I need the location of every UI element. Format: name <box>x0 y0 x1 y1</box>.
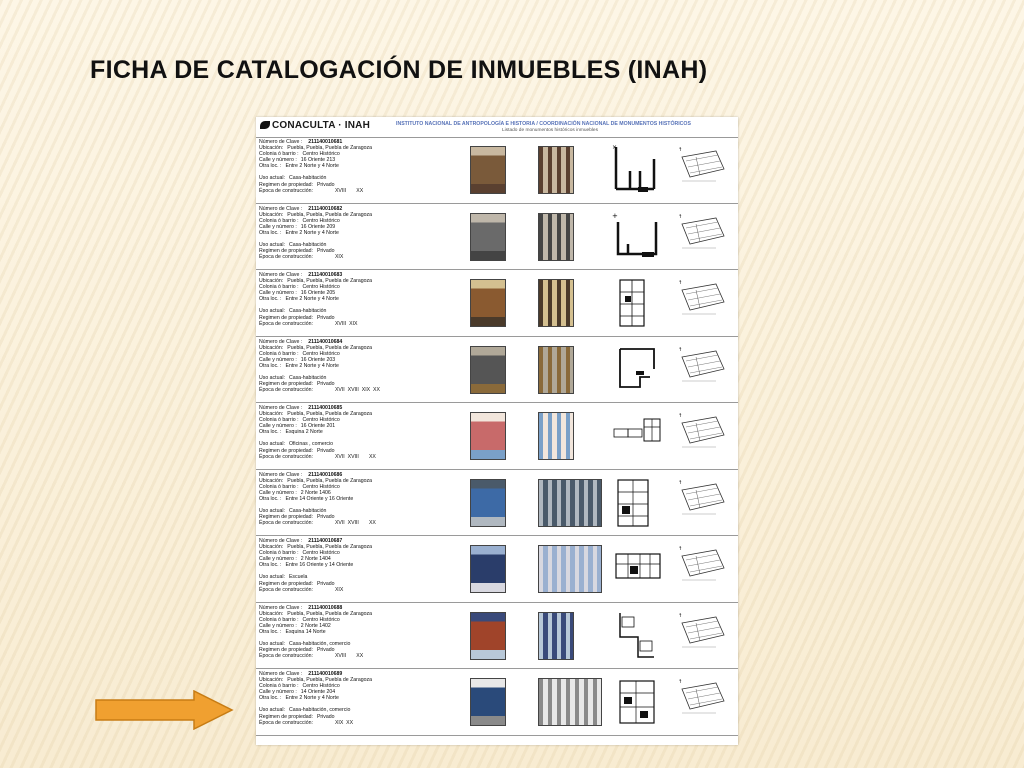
floor-plan-drawing <box>610 607 662 663</box>
calle-value: 2 Norte 1402 <box>300 622 331 629</box>
otra-label: Otra loc. : <box>259 296 282 303</box>
svg-text:↑: ↑ <box>678 280 683 286</box>
ubicacion-value: Puebla, Puebla, Puebla de Zaragoza <box>287 677 373 684</box>
epoca-value: XIX <box>334 254 344 261</box>
location-sketch <box>676 609 728 653</box>
calle-value: 14 Oriente 204 <box>300 689 336 696</box>
uso-label: Uso actual: <box>259 241 285 248</box>
record-row <box>256 403 738 470</box>
epoca-label: Época de construcción: <box>259 520 313 527</box>
epoca-label: Época de construcción: <box>259 187 313 194</box>
ubicacion-value: Puebla, Puebla, Puebla de Zaragoza <box>287 344 373 351</box>
floor-plan-drawing <box>610 540 662 596</box>
record-info <box>259 139 464 194</box>
uso-label: Uso actual: <box>259 441 285 448</box>
record-info <box>259 339 464 394</box>
epoca-label: Época de construcción: <box>259 586 313 593</box>
clave-value: 211140010687 <box>308 538 343 544</box>
calle-label: Calle y número : <box>259 290 297 297</box>
facade-photo <box>470 612 506 660</box>
floor-plan-drawing <box>610 407 662 463</box>
clave-value: 211140010684 <box>308 338 343 345</box>
epoca-value: XVII XVIII XIX XX <box>334 387 380 394</box>
uso-label: Uso actual: <box>259 374 285 381</box>
colonia-value: Centro Histórico <box>302 616 340 623</box>
regimen-value: Privado <box>316 580 335 587</box>
otra-label: Otra loc. : <box>259 695 282 702</box>
otra-label: Otra loc. : <box>259 495 282 502</box>
location-sketch <box>676 276 728 320</box>
facade-photo <box>470 678 506 726</box>
svg-text:↑: ↑ <box>678 546 683 552</box>
otra-label: Otra loc. : <box>259 163 282 170</box>
epoca-value: XIX XX <box>334 719 354 726</box>
record-info <box>259 671 464 726</box>
regimen-label: Regimen de propiedad: <box>259 248 313 255</box>
regimen-value: Privado <box>316 314 335 321</box>
svg-text:↑: ↑ <box>678 479 683 486</box>
regimen-value: Privado <box>316 447 335 454</box>
ubicacion-label: Ubicación: <box>259 145 284 152</box>
colonia-label: Colonia ó barrio : <box>259 217 299 224</box>
record-row <box>256 204 738 271</box>
sheet-header <box>256 117 738 138</box>
calle-value: 16 Oriente 203 <box>300 356 336 363</box>
ubicacion-value: Puebla, Puebla, Puebla de Zaragoza <box>287 145 373 152</box>
ubicacion-value: Puebla, Puebla, Puebla de Zaragoza <box>287 544 373 551</box>
record-info <box>259 538 464 593</box>
epoca-value: XVII XVIII XX <box>334 520 376 527</box>
right-arrow-icon <box>94 690 234 730</box>
uso-value: Casa-habitación <box>288 507 327 514</box>
regimen-value: Privado <box>316 248 335 255</box>
record-row <box>256 669 738 736</box>
clave-label: Número de Clave : <box>259 671 303 677</box>
calle-value: 2 Norte 1406 <box>300 489 331 496</box>
calle-label: Calle y número : <box>259 622 297 629</box>
regimen-label: Regimen de propiedad: <box>259 381 313 388</box>
ubicacion-label: Ubicación: <box>259 610 284 617</box>
otra-value: Entre 16 Oriente y 14 Oriente <box>285 562 354 569</box>
facade-photo <box>470 279 506 327</box>
conaculta-logo-icon <box>260 121 270 129</box>
ubicacion-label: Ubicación: <box>259 344 284 351</box>
clave-label: Número de Clave : <box>259 471 303 478</box>
record-info <box>259 405 464 460</box>
records-list <box>256 137 738 745</box>
facade-photo <box>470 146 506 194</box>
svg-text:↑: ↑ <box>678 147 683 153</box>
facade-photo <box>470 213 506 261</box>
uso-value: Casa-habitación <box>288 241 327 248</box>
epoca-value: XIX <box>334 586 344 593</box>
otra-label: Otra loc. : <box>259 229 282 236</box>
detail-photo <box>538 412 574 460</box>
epoca-label: Época de construcción: <box>259 719 313 726</box>
uso-label: Uso actual: <box>259 175 285 182</box>
ubicacion-value: Puebla, Puebla, Puebla de Zaragoza <box>287 411 373 418</box>
epoca-value: XVII XVIII XX <box>334 453 376 460</box>
regimen-label: Regimen de propiedad: <box>259 713 313 720</box>
ubicacion-label: Ubicación: <box>259 477 284 484</box>
floor-plan-drawing <box>610 673 662 729</box>
colonia-label: Colonia ó barrio : <box>259 683 299 690</box>
colonia-value: Centro Histórico <box>302 550 340 557</box>
otra-value: Entre 2 Norte y 4 Norte <box>285 296 339 303</box>
colonia-value: Centro Histórico <box>302 217 340 224</box>
uso-value: Casa-habitación <box>288 374 327 381</box>
record-info <box>259 605 464 660</box>
colonia-label: Colonia ó barrio : <box>259 151 299 158</box>
clave-value: 211140010689 <box>308 671 343 677</box>
location-sketch <box>676 143 728 187</box>
detail-photo <box>538 279 574 327</box>
calle-value: 16 Oriente 205 <box>300 290 336 297</box>
regimen-label: Regimen de propiedad: <box>259 580 313 587</box>
facade-photo <box>470 412 506 460</box>
record-info <box>259 272 464 327</box>
uso-value: Casa-habitación, comercio <box>288 707 351 714</box>
detail-photo <box>538 146 574 194</box>
location-sketch <box>676 409 728 453</box>
calle-value: 16 Oriente 209 <box>300 223 336 230</box>
colonia-label: Colonia ó barrio : <box>259 550 299 557</box>
regimen-label: Regimen de propiedad: <box>259 514 313 521</box>
svg-text:×: × <box>612 144 618 151</box>
epoca-label: Época de construcción: <box>259 653 313 660</box>
otra-value: Entre 14 Oriente y 16 Oriente <box>285 495 354 502</box>
epoca-value: XVIII XX <box>334 187 364 194</box>
ubicacion-value: Puebla, Puebla, Puebla de Zaragoza <box>287 278 373 285</box>
otra-value: Entre 2 Norte y 4 Norte <box>285 229 339 236</box>
ubicacion-value: Puebla, Puebla, Puebla de Zaragoza <box>287 211 373 218</box>
sheet-subtitle: Listado de monumentos históricos inmuebles <box>502 128 598 133</box>
ubicacion-value: Puebla, Puebla, Puebla de Zaragoza <box>287 610 373 617</box>
ubicacion-label: Ubicación: <box>259 278 284 285</box>
colonia-value: Centro Histórico <box>302 483 340 490</box>
institution-name: INSTITUTO NACIONAL DE ANTROPOLOGÍA E HISTORIA / COORDINACIÓN NACIONAL DE MONUMENTOS HISTÓRICOS <box>396 121 691 127</box>
otra-value: Esquina 14 Norte <box>285 628 326 635</box>
colonia-value: Centro Histórico <box>302 151 340 158</box>
calle-label: Calle y número : <box>259 489 297 496</box>
calle-label: Calle y número : <box>259 157 297 164</box>
calle-label: Calle y número : <box>259 689 297 696</box>
regimen-label: Regimen de propiedad: <box>259 314 313 321</box>
clave-label: Número de Clave : <box>259 538 303 544</box>
record-row <box>256 270 738 337</box>
colonia-value: Centro Histórico <box>302 683 340 690</box>
clave-value: 211140010686 <box>308 471 343 478</box>
location-sketch <box>676 210 728 254</box>
colonia-value: Centro Histórico <box>302 417 340 424</box>
epoca-value: XVIII XX <box>334 653 364 660</box>
clave-value: 211140010688 <box>308 604 343 611</box>
otra-label: Otra loc. : <box>259 562 282 569</box>
facade-photo <box>470 479 506 527</box>
colonia-label: Colonia ó barrio : <box>259 616 299 623</box>
colonia-label: Colonia ó barrio : <box>259 284 299 291</box>
otra-value: Entre 2 Norte y 4 Norte <box>285 163 339 170</box>
colonia-label: Colonia ó barrio : <box>259 350 299 357</box>
catalog-sheet <box>256 117 738 745</box>
calle-label: Calle y número : <box>259 423 297 430</box>
ubicacion-label: Ubicación: <box>259 211 284 218</box>
ubicacion-label: Ubicación: <box>259 411 284 418</box>
calle-label: Calle y número : <box>259 223 297 230</box>
otra-value: Entre 2 Norte y 4 Norte <box>285 695 339 702</box>
clave-value: 211140010682 <box>308 205 343 212</box>
ubicacion-label: Ubicación: <box>259 677 284 684</box>
ubicacion-label: Ubicación: <box>259 544 284 551</box>
epoca-label: Época de construcción: <box>259 387 313 394</box>
facade-photo <box>470 346 506 394</box>
svg-text:↑: ↑ <box>678 213 683 220</box>
detail-photo <box>538 213 574 261</box>
slide-title: FICHA DE CATALOGACIÓN DE INMUEBLES (INAH) <box>90 56 708 84</box>
record-row <box>256 536 738 603</box>
record-info <box>259 206 464 261</box>
floor-plan-drawing <box>610 474 662 530</box>
record-row <box>256 603 738 670</box>
calle-label: Calle y número : <box>259 356 297 363</box>
otra-label: Otra loc. : <box>259 362 282 369</box>
location-sketch <box>676 343 728 387</box>
regimen-value: Privado <box>316 514 335 521</box>
colonia-label: Colonia ó barrio : <box>259 483 299 490</box>
record-info <box>259 472 464 527</box>
regimen-label: Regimen de propiedad: <box>259 447 313 454</box>
uso-value: Oficinas , comercio <box>288 441 334 448</box>
otra-value: Esquina 2 Norte <box>285 429 323 436</box>
svg-text:↑: ↑ <box>678 679 683 685</box>
location-sketch <box>676 542 728 586</box>
location-sketch <box>676 675 728 719</box>
calle-value: 16 Oriente 213 <box>300 157 336 164</box>
svg-text:↑: ↑ <box>678 413 683 419</box>
uso-label: Uso actual: <box>259 507 285 514</box>
regimen-label: Regimen de propiedad: <box>259 647 313 654</box>
floor-plan-drawing <box>610 341 662 397</box>
uso-label: Uso actual: <box>259 574 285 581</box>
otra-value: Entre 2 Norte y 4 Norte <box>285 362 339 369</box>
floor-plan-drawing <box>610 208 662 264</box>
svg-text:↑: ↑ <box>678 612 683 619</box>
colonia-value: Centro Histórico <box>302 284 340 291</box>
epoca-label: Época de construcción: <box>259 254 313 261</box>
record-row <box>256 137 738 204</box>
epoca-label: Época de construcción: <box>259 320 313 327</box>
brand-text: CONACULTA · INAH <box>272 120 370 131</box>
calle-value: 2 Norte 1404 <box>300 556 331 563</box>
svg-text:↑: ↑ <box>678 346 683 353</box>
colonia-label: Colonia ó barrio : <box>259 417 299 424</box>
uso-label: Uso actual: <box>259 308 285 315</box>
epoca-label: Época de construcción: <box>259 453 313 460</box>
detail-photo <box>538 346 574 394</box>
uso-label: Uso actual: <box>259 707 285 714</box>
clave-label: Número de Clave : <box>259 205 303 212</box>
clave-value: 211140010681 <box>308 139 343 145</box>
floor-plan-drawing <box>610 141 662 197</box>
epoca-value: XVIII XIX <box>334 320 358 327</box>
detail-photo <box>538 479 602 527</box>
record-row <box>256 337 738 404</box>
regimen-value: Privado <box>316 647 335 654</box>
brand-logo <box>260 120 370 131</box>
location-sketch <box>676 476 728 520</box>
clave-label: Número de Clave : <box>259 272 303 278</box>
clave-label: Número de Clave : <box>259 405 303 411</box>
regimen-label: Regimen de propiedad: <box>259 181 313 188</box>
detail-photo <box>538 545 602 593</box>
uso-value: Casa-habitación, comercio <box>288 640 351 647</box>
ubicacion-value: Puebla, Puebla, Puebla de Zaragoza <box>287 477 373 484</box>
uso-value: Casa-habitación <box>288 308 327 315</box>
calle-value: 16 Oriente 201 <box>300 423 336 430</box>
clave-label: Número de Clave : <box>259 338 303 345</box>
detail-photo <box>538 678 602 726</box>
uso-value: Casa-habitación <box>288 175 327 182</box>
clave-label: Número de Clave : <box>259 139 303 145</box>
regimen-value: Privado <box>316 181 335 188</box>
regimen-value: Privado <box>316 381 335 388</box>
otra-label: Otra loc. : <box>259 429 282 436</box>
record-row <box>256 470 738 537</box>
clave-label: Número de Clave : <box>259 604 303 611</box>
facade-photo <box>470 545 506 593</box>
otra-label: Otra loc. : <box>259 628 282 635</box>
floor-plan-drawing <box>610 274 662 330</box>
clave-value: 211140010685 <box>308 405 343 411</box>
regimen-value: Privado <box>316 713 335 720</box>
detail-photo <box>538 612 574 660</box>
colonia-value: Centro Histórico <box>302 350 340 357</box>
clave-value: 211140010683 <box>308 272 343 278</box>
uso-value: Escuela <box>288 574 308 581</box>
uso-label: Uso actual: <box>259 640 285 647</box>
svg-text:+: + <box>612 211 618 220</box>
calle-label: Calle y número : <box>259 556 297 563</box>
